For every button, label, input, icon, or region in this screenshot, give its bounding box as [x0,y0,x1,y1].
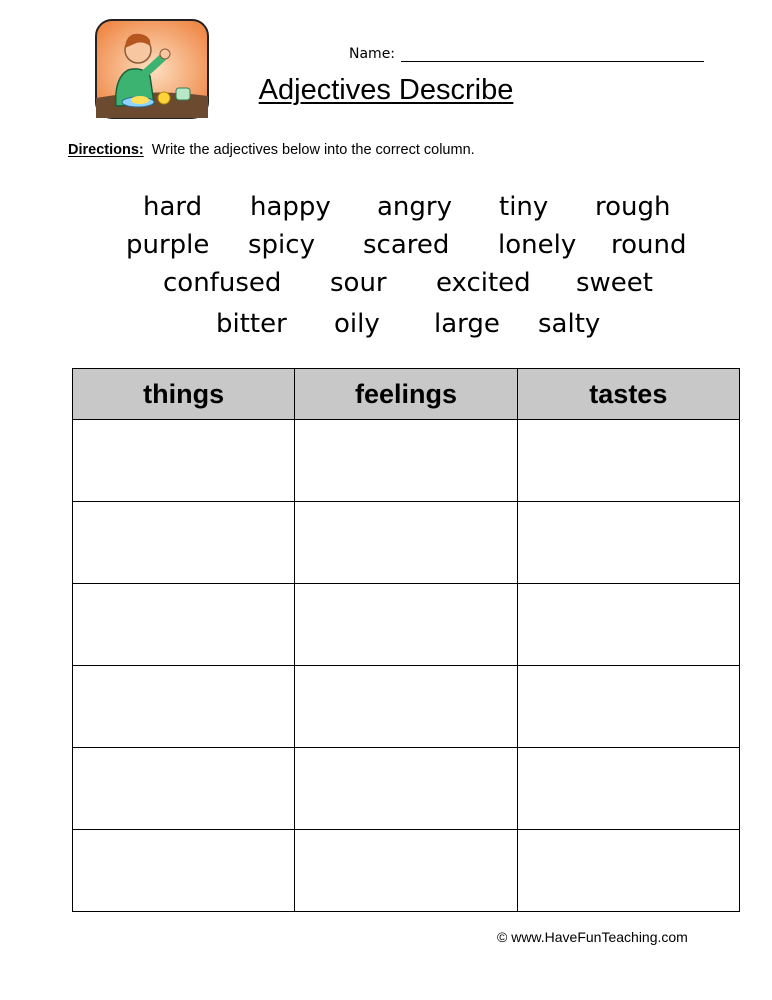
word-bank-item: large [434,309,500,339]
word-bank-item: sour [330,268,387,298]
word-bank-item: oily [334,309,380,339]
answer-cell[interactable] [295,830,517,912]
answer-cell[interactable] [73,830,295,912]
name-label: Name: [349,46,396,62]
answer-cell[interactable] [517,584,739,666]
name-write-line[interactable] [401,47,704,62]
answer-cell[interactable] [295,420,517,502]
sorting-table [72,368,740,912]
word-bank-item: confused [163,268,282,298]
column-header-feelings: feelings [295,369,517,420]
word-bank-item: round [611,230,687,260]
name-field[interactable] [349,46,704,62]
table-row [73,584,740,666]
word-bank-item: sweet [576,268,653,298]
table-row [73,748,740,830]
page-title-text: Adjectives Describe [258,74,514,106]
answer-cell[interactable] [295,502,517,584]
word-bank-item: hard [143,192,203,222]
column-header-things: things [73,369,295,420]
table-row [73,666,740,748]
word-bank-item: spicy [248,230,315,260]
answer-cell[interactable] [73,502,295,584]
answer-cell[interactable] [295,666,517,748]
directions [68,142,475,158]
answer-cell[interactable] [73,748,295,830]
table-header-row [73,369,740,420]
word-bank-item: bitter [216,309,287,339]
table-row [73,502,740,584]
answer-cell[interactable] [517,502,739,584]
word-bank-item: rough [595,192,671,222]
answer-cell[interactable] [73,584,295,666]
word-bank-item: lonely [498,230,577,260]
answer-cell[interactable] [517,420,739,502]
word-bank-item: happy [250,192,331,222]
answer-cell[interactable] [517,748,739,830]
page-title [0,74,772,107]
answer-cell[interactable] [295,584,517,666]
word-bank-item: scared [363,230,450,260]
answer-cell[interactable] [295,748,517,830]
directions-text: Write the adjectives below into the correct column. [151,142,475,158]
word-bank-item: salty [538,309,601,339]
word-bank-item: purple [126,230,210,260]
answer-cell[interactable] [517,830,739,912]
column-header-tastes: tastes [517,369,739,420]
answer-cell[interactable] [73,666,295,748]
word-bank-item: angry [377,192,452,222]
table-row [73,420,740,502]
directions-label: Directions: [68,142,144,158]
table-row [73,830,740,912]
word-bank-item: excited [436,268,531,298]
footer-copyright: © www.HaveFunTeaching.com [497,929,688,945]
word-bank-item: tiny [499,192,549,222]
answer-cell[interactable] [73,420,295,502]
answer-cell[interactable] [517,666,739,748]
